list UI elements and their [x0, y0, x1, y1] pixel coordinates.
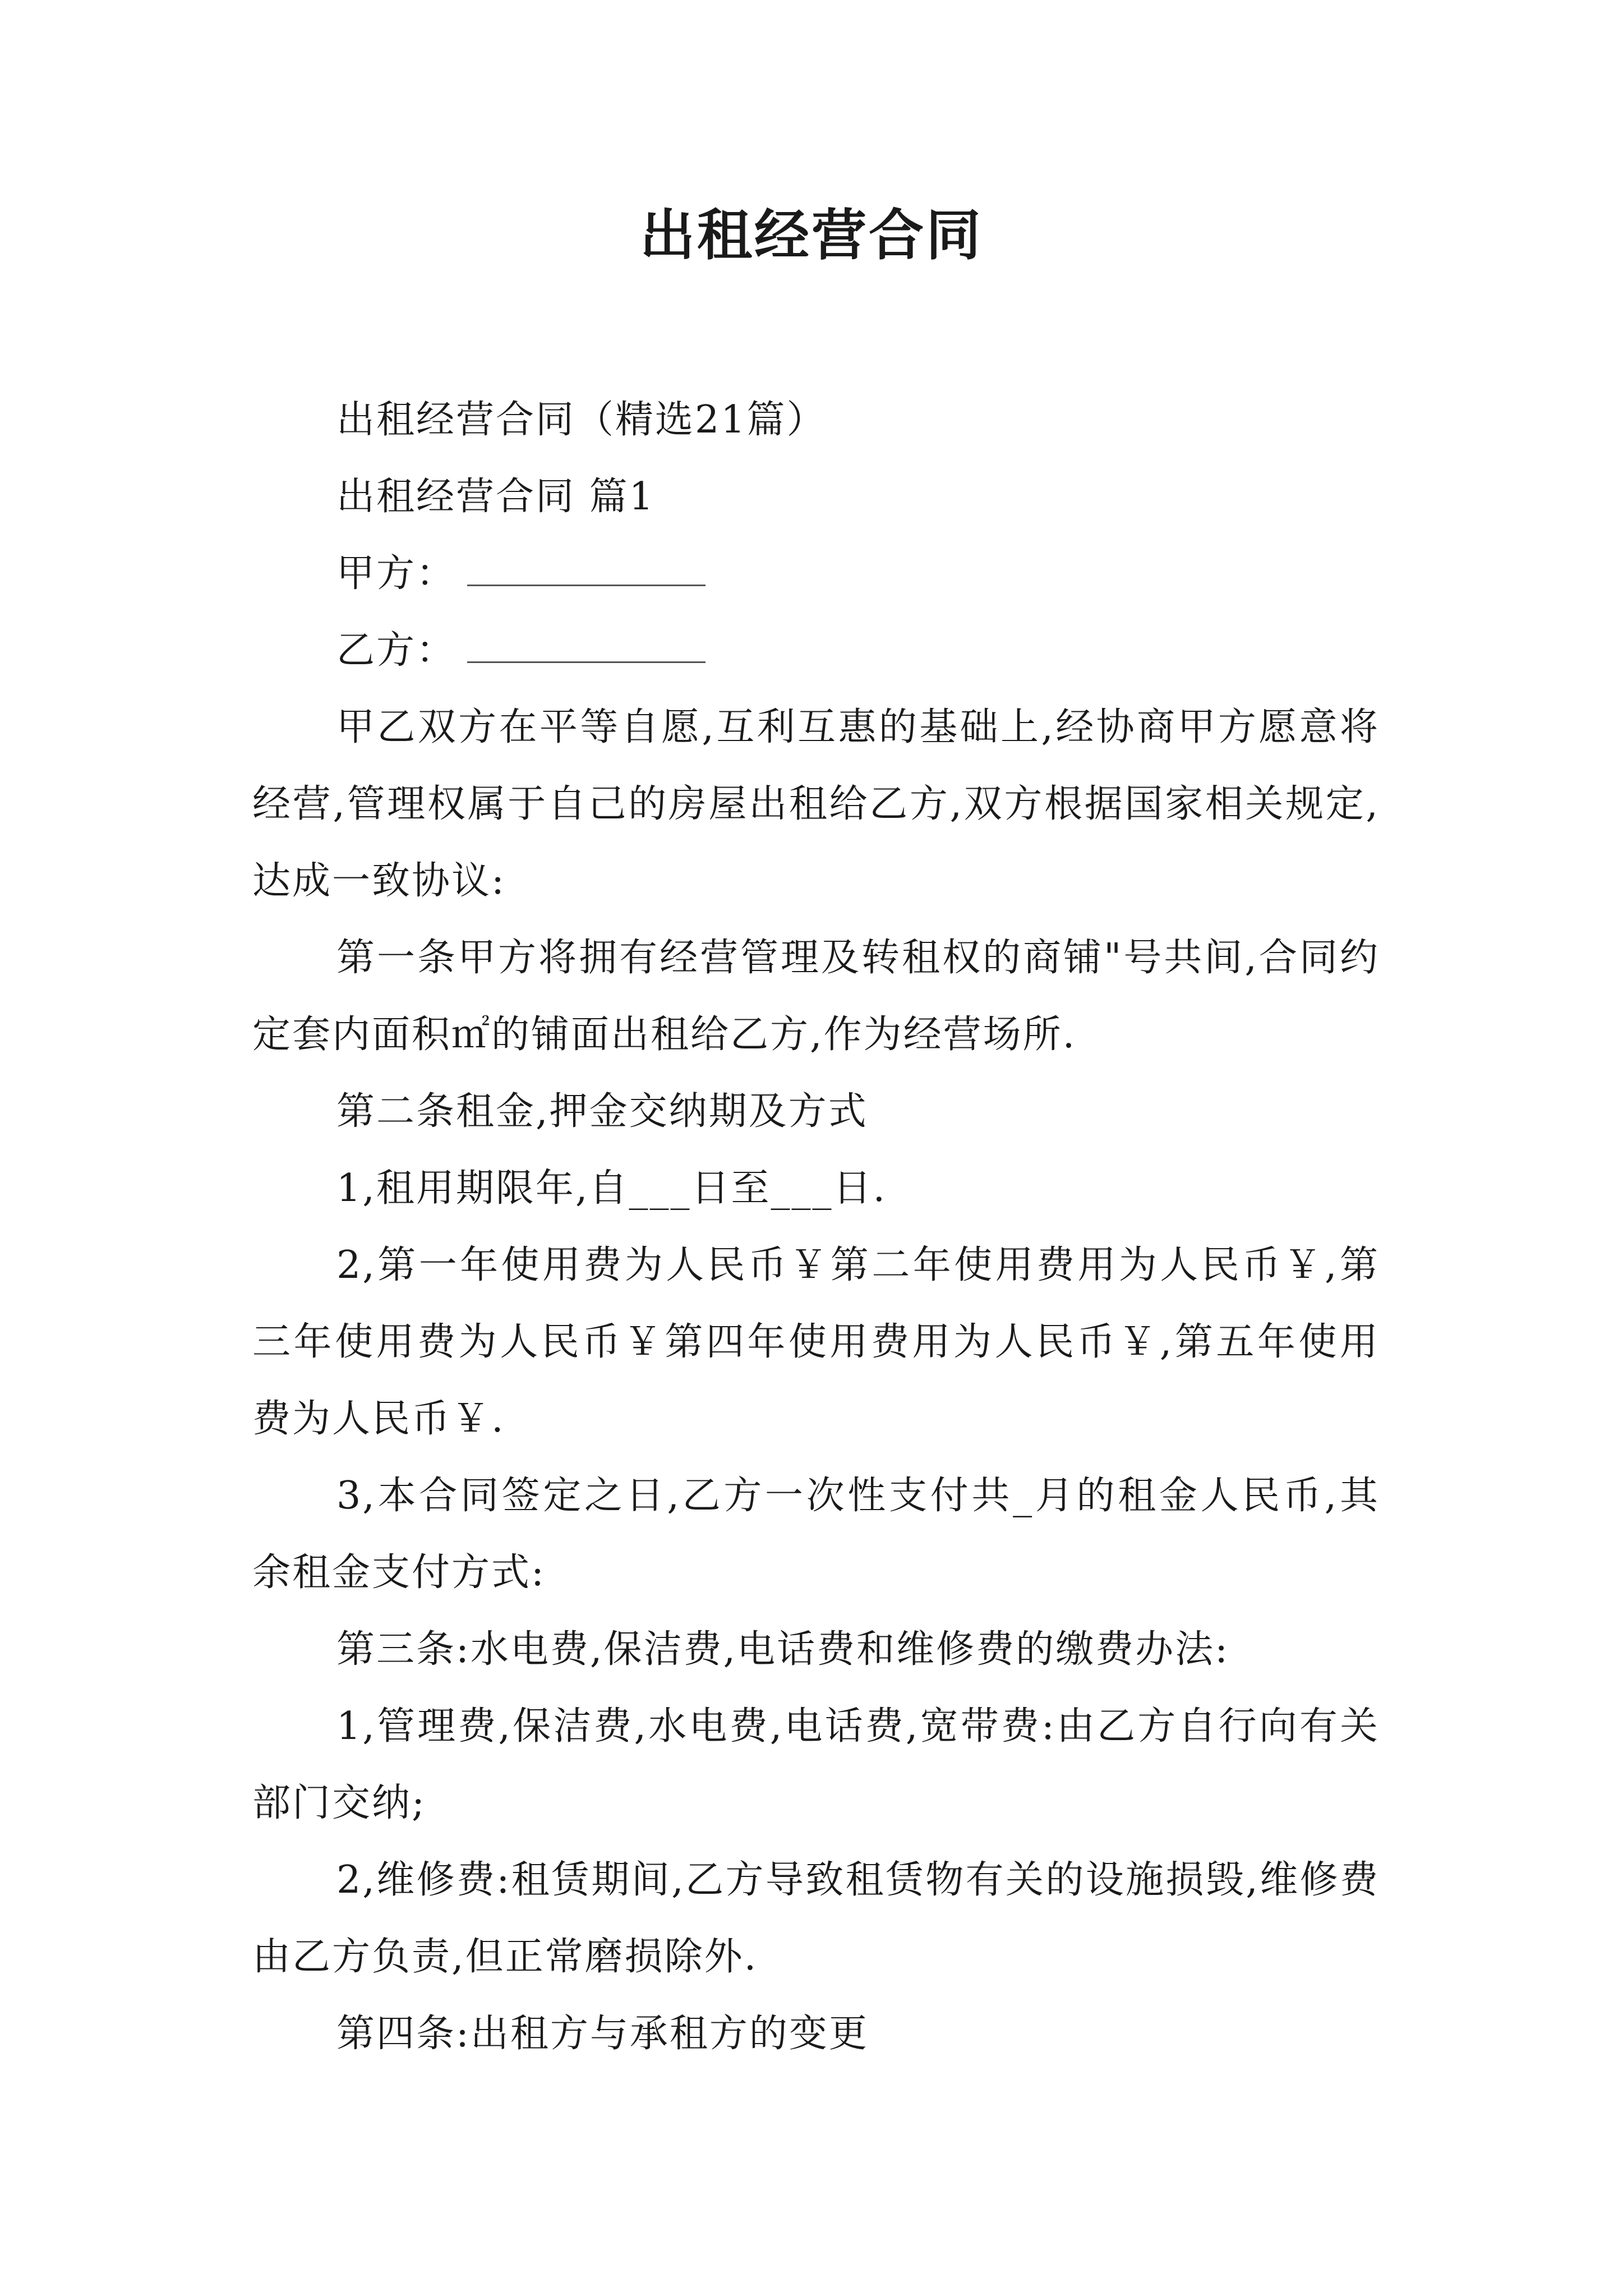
paragraph-article-2-item-3: 3,本合同签定之日,乙方一次性支付共_月的租金人民币,其余租金支付方式: [252, 1474, 1380, 1595]
paragraph-subtitle: 出租经营合同（精选21篇） [336, 398, 827, 442]
party-a-label: 甲方： [336, 551, 457, 596]
paragraph-article-2: 第二条租金,押金交纳期及方式 [336, 1089, 868, 1134]
paragraph-section-heading: 出租经营合同 篇1 [336, 475, 655, 519]
party-b-blank [467, 627, 706, 663]
party-a-line [252, 535, 1380, 612]
paragraph-article-1: 第一条甲方将拥有经营管理及转租权的商铺"号共间,合同约定套内面积㎡的铺面出租给乙方,作为经营场所. [252, 936, 1380, 1057]
paragraph-article-3-item-2: 2,维修费:租赁期间,乙方导致租赁物有关的设施损毁,维修费由乙方负责,但正常磨损除外. [252, 1858, 1380, 1979]
paragraph-preamble: 甲乙双方在平等自愿,互利互惠的基础上,经协商甲方愿意将经营,管理权属于自己的房屋出租给乙方,双方根据国家相关规定,达成一致协议: [252, 705, 1380, 903]
paragraph-article-3-item-1: 1,管理费,保洁费,水电费,电话费,宽带费:由乙方自行向有关部门交纳; [252, 1704, 1380, 1825]
document-body [252, 381, 1380, 2072]
paragraph-article-3: 第三条:水电费,保洁费,电话费和维修费的缴费办法: [336, 1627, 1230, 1672]
party-b-label: 乙方： [336, 628, 457, 673]
paragraph-article-4: 第四条:出租方与承租方的变更 [336, 2012, 869, 2056]
party-b-line [252, 612, 1380, 689]
document-title: 出租经营合同 [639, 203, 983, 268]
paragraph-article-2-item-2: 2,第一年使用费为人民币￥第二年使用费用为人民币￥,第三年使用费为人民币￥第四年使用费用为人民币￥,第五年使用费为人民币￥. [252, 1243, 1380, 1441]
paragraph-article-2-item-1: 1,租用期限年,自___日至___日. [336, 1166, 887, 1211]
party-a-blank [467, 550, 706, 586]
